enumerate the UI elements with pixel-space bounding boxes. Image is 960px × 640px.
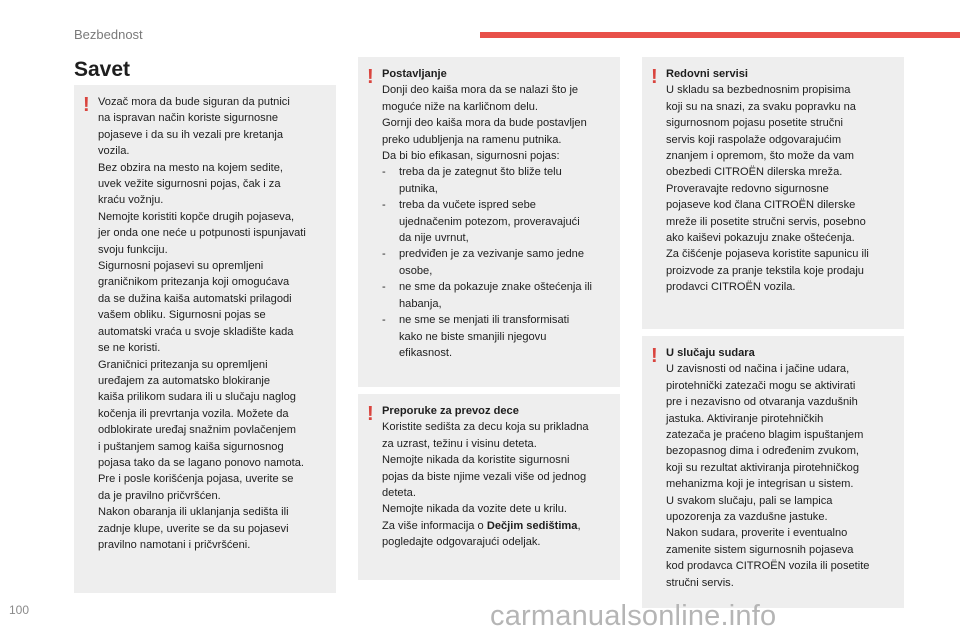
text-line: da se dužina kaiša automatski prilagodi	[98, 292, 292, 305]
text-line: Za čišćenje pojaseva koristite sapunicu ili	[666, 248, 869, 261]
text-line: Nemojte nikada da koristite sigurnosni	[382, 454, 570, 467]
text-line: bezopasnog dima i određenim zvukom,	[666, 445, 860, 458]
text-line: za uzrast, težinu i visinu deteta.	[382, 437, 537, 450]
warning-exclamation-icon: !	[651, 66, 658, 88]
text-line: pojaseve i da su ih vezali pre kretanja	[98, 128, 284, 141]
text-line: stručni servis.	[666, 576, 734, 589]
text-line: Nemojte nikada da vozite dete u krilu.	[382, 503, 567, 516]
bullet-item	[382, 312, 614, 361]
text-line: koji su na snazi, za svaku popravku na	[666, 100, 856, 113]
text-line: Koristite sedišta za decu koja su prikladna	[382, 421, 589, 434]
bullet-dash: -	[382, 314, 386, 327]
text-line: pirotehnički zatezači mogu se aktivirati	[666, 379, 856, 392]
service-box	[642, 57, 904, 329]
positioning-bullet-list	[382, 164, 614, 361]
text-line: pravilno namotani i pričvršćeni.	[98, 538, 251, 551]
text-line: pojasa tako da se lagano ponovo namota.	[98, 456, 305, 469]
text-line: Da bi bio efikasan, sigurnosni pojas:	[382, 150, 560, 163]
text-line: Nakon sudara, proverite i eventualno	[666, 527, 848, 540]
text-line: ako kaiševi pokazuju znake oštećenja.	[666, 232, 855, 245]
text-line: moguće niže na karličnom delu.	[382, 100, 539, 113]
text-line: pojas da biste njime vezali više od jednog	[382, 470, 587, 483]
bullet-line: ne sme da pokazuje znake oštećenja ili	[399, 281, 593, 294]
text-line: na ispravan način koriste sigurnosne	[98, 112, 279, 125]
positioning-title: Postavljanje	[382, 68, 447, 80]
text-line: kaiša prilikom sudara ili u slučaju naglog	[98, 391, 296, 404]
text-line: zamenite sistem sigurnosnih pojaseva	[666, 543, 854, 556]
accident-text	[666, 361, 898, 591]
text-line: U skladu sa bezbednosnim propisima	[666, 84, 851, 97]
text-line: i puštanjem samog kaiša sigurnosnog	[98, 440, 284, 453]
text-line: zadnje klupe, uverite se da su pojasevi	[98, 522, 289, 535]
service-text	[666, 82, 898, 295]
driver-advice-box	[74, 85, 336, 593]
text-line: graničnikom pritezanja koji omogućava	[98, 276, 290, 289]
text-line: mreže ili posetite stručni servis, posebno	[666, 215, 866, 228]
accent-bar	[480, 32, 960, 38]
text-line: da je pravilno pričvršćen.	[98, 489, 221, 502]
text-line: kočenja ili prevrtanja vozila. Možete da	[98, 407, 289, 420]
bullet-line: osobe,	[399, 264, 433, 277]
watermark: carmanualsonline.info	[490, 600, 777, 632]
text-line: znanjem i opremom, što može da vam	[666, 150, 855, 163]
accident-title: U slučaju sudara	[666, 347, 755, 359]
bullet-item	[382, 279, 614, 312]
bullet-line: treba da vučete ispred sebe	[399, 199, 536, 212]
text-line: svoju funkciju.	[98, 243, 168, 256]
text-line: prodavci CITROËN vozila.	[666, 281, 796, 294]
text-line: preko udubljenja na ramenu putnika.	[382, 133, 562, 146]
text-line: Gornji deo kaiša mora da bude postavljen	[382, 117, 587, 130]
bullet-line: predviđen je za vezivanje samo jedne	[399, 248, 585, 261]
bullet-item	[382, 197, 614, 246]
text-line: Proveravajte redovno sigurnosne	[666, 182, 829, 195]
text-line: upozorenja za vazdušne jastuke.	[666, 511, 828, 524]
child-seats-link-text: Dečjim sedištima	[486, 519, 578, 532]
text-line: uređajem za automatsko blokiranje	[98, 374, 271, 387]
text-line: obezbedi CITROËN dilerska mreža.	[666, 166, 843, 179]
text-line: deteta.	[382, 487, 416, 500]
text-line: vašem obliku. Sigurnosni pojas se	[98, 309, 266, 322]
text-line: odblokirate uređaj snažnim povlačenjem	[98, 424, 296, 437]
accident-box	[642, 336, 904, 608]
page-heading: Savet	[74, 58, 131, 81]
text-line: Pre i posle korišćenja pojasa, uverite se	[98, 473, 294, 486]
text-line: zatezača je praćeno blagim ispuštanjem	[666, 429, 864, 442]
text-line: uvek vežite sigurnosni pojas, čak i za	[98, 178, 281, 191]
text-line: automatski vraća u svoje skladište kada	[98, 325, 294, 338]
text-line: Sigurnosni pojasevi su opremljeni	[98, 260, 264, 273]
text-line: sigurnosnom pojasu posetite stručni	[666, 117, 843, 130]
text-line: jer onda one neće u potpunosti ispunjavati	[98, 227, 306, 240]
bullet-line: ne sme se menjati ili transformisati	[399, 314, 570, 327]
warning-exclamation-icon: !	[83, 94, 90, 116]
warning-exclamation-icon: !	[651, 345, 658, 367]
page-number: 100	[9, 603, 30, 617]
text-line: jastuka. Aktiviranje pirotehničkih	[666, 412, 824, 425]
service-title: Redovni servisi	[666, 68, 749, 80]
child-seats-reference: Za više informacija o Dečjim sedištima, pogledajte odgovarajući odeljak.	[382, 519, 581, 549]
bullet-item	[382, 246, 614, 279]
bullet-line: putnika,	[399, 182, 438, 195]
text-line: kod prodavca CITROËN vozila ili posetite	[666, 560, 870, 573]
bullet-dash: -	[382, 166, 386, 179]
text-line: U svakom slučaju, pali se lampica	[666, 494, 833, 507]
bullet-line: ujednačenim potezom, proveravajući	[399, 215, 580, 228]
text-line: kraću vožnju.	[98, 194, 164, 207]
bullet-dash: -	[382, 248, 386, 261]
text-line: Graničnici pritezanja su opremljeni	[98, 358, 268, 371]
warning-exclamation-icon: !	[367, 403, 374, 425]
bullet-line: habanja,	[399, 297, 442, 310]
text-line: Donji deo kaiša mora da se nalazi što je	[382, 84, 579, 97]
text-line: U zavisnosti od načina i jačine udara,	[666, 363, 850, 376]
bullet-line: da nije uvrnut,	[399, 232, 469, 245]
child-transport-text	[382, 419, 614, 517]
bullet-dash: -	[382, 199, 386, 212]
text-line: se ne koristi.	[98, 342, 161, 355]
text-line: Nakon obaranja ili uklanjanja sedišta ili	[98, 506, 289, 519]
text-line: pojaseve kod člana CITROËN dilerske	[666, 199, 856, 212]
bullet-line: kako ne biste smanjili njegovu	[399, 330, 547, 343]
child-transport-box	[358, 394, 620, 580]
positioning-text	[382, 82, 614, 164]
text-line: pre i nezavisno od otvaranja vazdušnih	[666, 396, 858, 409]
bullet-dash: -	[382, 281, 386, 294]
text-line: Bez obzira na mesto na kojem sedite,	[98, 161, 283, 174]
positioning-box	[358, 57, 620, 387]
text-line: mehanizma koji je integrisan u sistem.	[666, 478, 854, 491]
warning-exclamation-icon: !	[367, 66, 374, 88]
bullet-line: efikasnost.	[399, 346, 453, 359]
bullet-line: treba da je zategnut što bliže telu	[399, 166, 562, 179]
text-line: vozila.	[98, 145, 130, 158]
child-transport-title: Preporuke za prevoz dece	[382, 405, 519, 417]
driver-advice-text	[98, 94, 330, 553]
text-line: servis koji raspolaže odgovarajućim	[666, 133, 842, 146]
text-line: Vozač mora da bude siguran da putnici	[98, 96, 290, 108]
bullet-item	[382, 164, 614, 197]
text-line: proizvode za pranje tekstila koje prodaju	[666, 264, 864, 277]
section-label: Bezbednost	[74, 27, 143, 42]
text-line: Nemojte koristiti kopče drugih pojaseva,	[98, 210, 295, 223]
text-line: koji su rezultat aktiviranja pirotehničkog	[666, 461, 860, 474]
